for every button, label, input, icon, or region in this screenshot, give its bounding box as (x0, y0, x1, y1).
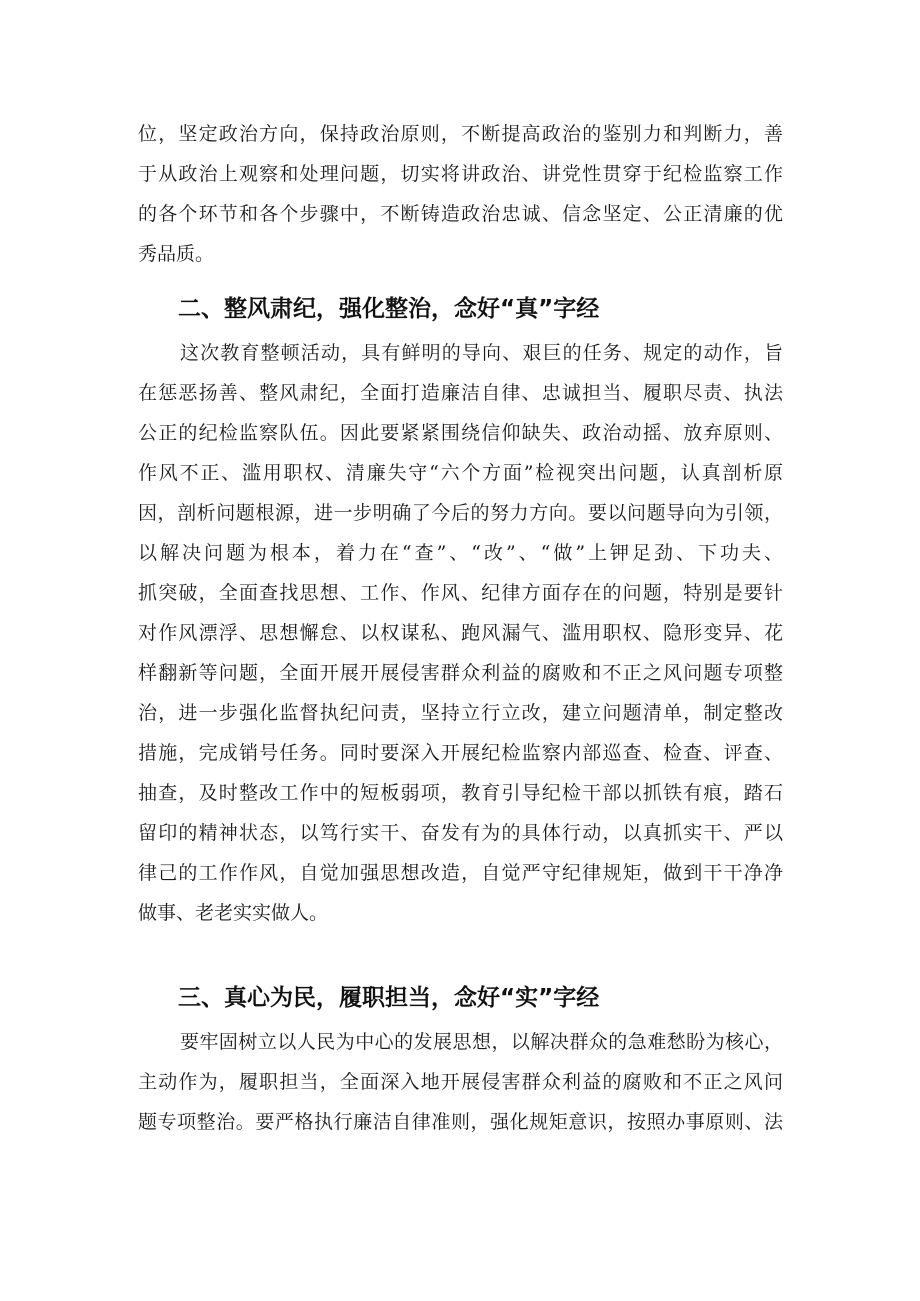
text-line: 做事、老老实实做人。 (138, 902, 329, 924)
text-line: 秀品质。 (138, 243, 215, 265)
text-line: 对作风漂浮、思想懈怠、以权谋私、跑风漏气、滥用职权、隐形变异、花 (138, 622, 783, 644)
text-line: 以解决问题为根本，着力在“查”、“改”、“做”上钾足劲、下功夫、 (138, 542, 783, 564)
text-line: 抓突破，全面查找思想、工作、作风、纪律方面存在的问题，特别是要针 (138, 582, 783, 604)
text-line: 在惩恶扬善、整风肃纪，全面打造廉洁自律、忠诚担当、履职尽责、执法 (138, 382, 783, 404)
text-line: 抽查，及时整改工作中的短板弱项，教育引导纪检干部以抓铁有痕，踏石 (138, 782, 783, 804)
text-line: 题专项整治。要严格执行廉洁自律准则，强化规矩意识，按照办事原则、法 (138, 1111, 783, 1133)
text-line: 主动作为，履职担当，全面深入地开展侵害群众利益的腐败和不正之风问 (138, 1071, 783, 1093)
section-heading-3: 三、真心为民，履职担当，念好“实”字经 (178, 985, 600, 1011)
paragraph-3 (138, 1022, 783, 1142)
text-line: 要牢固树立以人民为中心的发展思想，以解决群众的急难愁盼为核心， (180, 1031, 783, 1053)
text-line: 措施，完成销号任务。同时要深入开展纪检监察内部巡查、检查、评查、 (138, 742, 783, 764)
text-line: 治，进一步强化监督执纪问责，坚持立行立改，建立问题清单，制定整改 (138, 702, 783, 724)
text-line: 位，坚定政治方向，保持政治原则，不断提高政治的鉴别力和判断力，善 (138, 123, 783, 145)
text-line: 作风不正、滥用职权、清廉失守“六个方面”检视突出问题，认真剖析原 (138, 462, 783, 484)
paragraph-2 (138, 333, 783, 933)
text-line: 留印的精神状态，以笃行实干、奋发有为的具体行动，以真抓实干、严以 (138, 822, 783, 844)
text-line: 样翻新等问题，全面开展开展侵害群众利益的腐败和不正之风问题专项整 (138, 662, 783, 684)
text-line: 于从政治上观察和处理问题，切实将讲政治、讲党性贯穿于纪检监察工作 (138, 163, 783, 185)
text-line: 公正的纪检监察队伍。因此要紧紧围绕信仰缺失、政治动摇、放弃原则、 (138, 422, 783, 444)
section-heading-2: 二、整风肃纪，强化整治，念好“真”字经 (178, 296, 600, 322)
text-line: 的各个环节和各个步骤中，不断铸造政治忠诚、信念坚定、公正清廉的优 (138, 203, 783, 225)
text-line: 律己的工作作风，自觉加强思想改造，自觉严守纪律规矩，做到干干净净 (138, 862, 783, 884)
text-line: 这次教育整顿活动，具有鲜明的导向、艰巨的任务、规定的动作，旨 (180, 342, 783, 364)
text-line: 因，剖析问题根源，进一步明确了今后的努力方向。要以问题导向为引领， (138, 502, 783, 524)
paragraph-1 (138, 114, 783, 274)
